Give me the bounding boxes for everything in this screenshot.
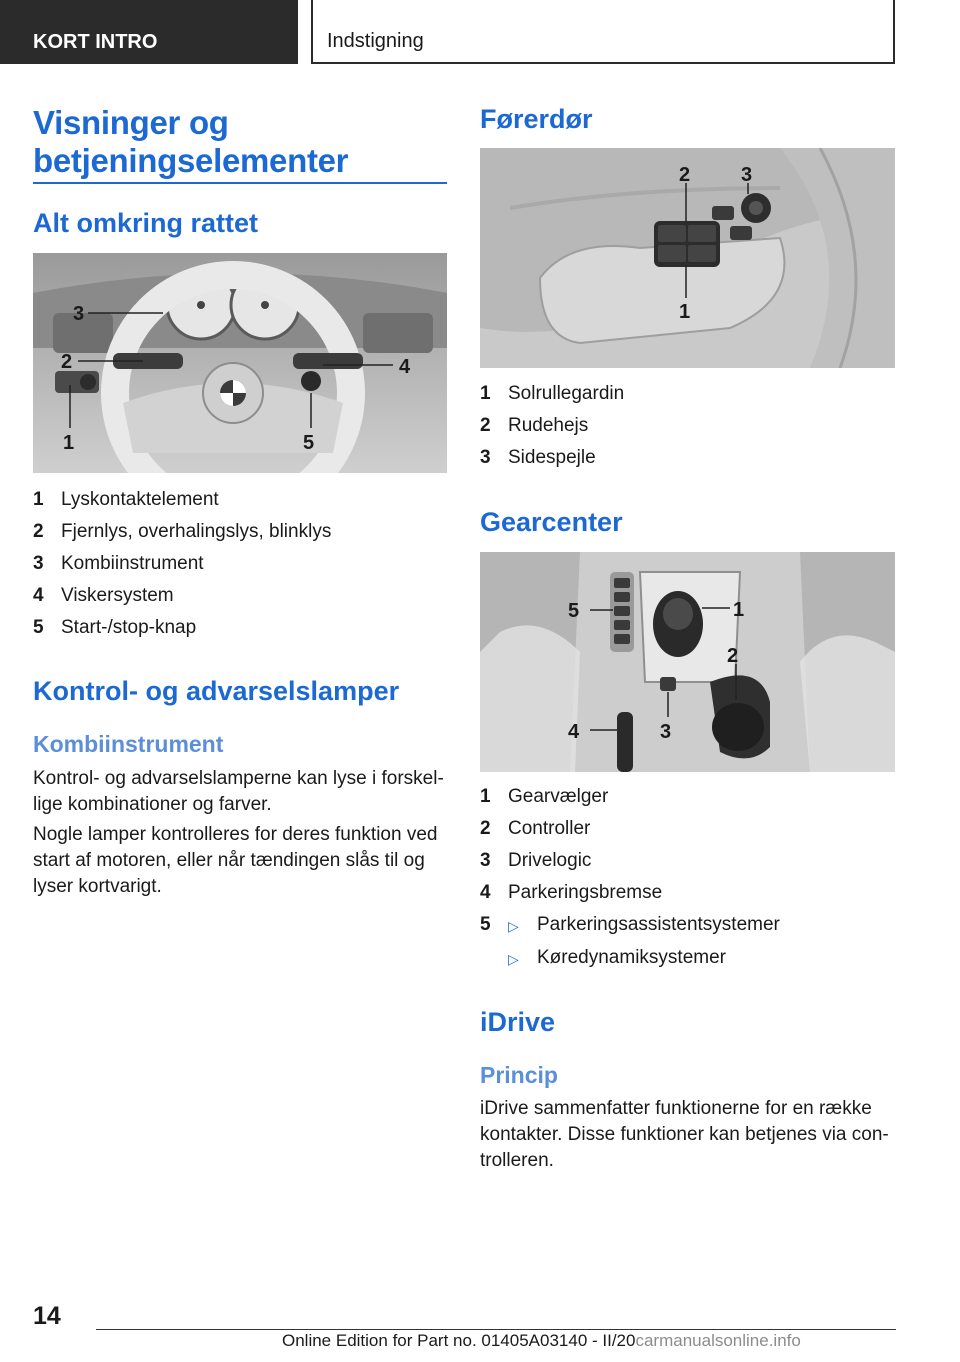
- callout-1: 1: [733, 599, 745, 621]
- page-title: Visninger og betjeningselementer: [33, 104, 349, 179]
- driver-door-heading: Førerdør: [480, 104, 593, 134]
- steering-heading: Alt omkring rattet: [33, 208, 259, 238]
- gear-center-figure: [480, 552, 895, 772]
- list-item: 2 Rudehejs: [480, 415, 589, 436]
- list-item: 1 Solrullegardin: [480, 383, 625, 404]
- gear-center-sublist: [508, 909, 780, 975]
- callout-1: 1: [63, 432, 75, 454]
- list-item: 2 Controller: [480, 818, 591, 839]
- warning-lamps-heading: Kontrol- og advarselslamper: [33, 676, 400, 706]
- idrive-heading: iDrive: [480, 1007, 556, 1037]
- list-item: ▷ Køredynamiksystemer: [508, 942, 780, 975]
- section-tab: KORT INTRO: [0, 0, 298, 64]
- idrive-paragraph: iDrive sammenfatter funktionerne for en række kontakter. Disse funktioner kan betjenes via controlleren.: [480, 1098, 889, 1171]
- callout-5: 5: [568, 600, 580, 622]
- list-item: 3 Kombiinstrument: [33, 553, 204, 574]
- watermark: carmanualsonline.info: [635, 1331, 801, 1350]
- list-item: 1 Lyskontaktelement: [33, 489, 219, 510]
- list-item: 3 Drivelogic: [480, 850, 592, 871]
- callout-4: 4: [568, 721, 580, 743]
- list-item: 4 Parkeringsbremse: [480, 882, 663, 903]
- list-item: 4 Viskersystem: [33, 585, 174, 606]
- list-item: 5: [480, 914, 491, 935]
- callout-3: 3: [73, 303, 85, 325]
- list-item: 1 Gearvælger: [480, 786, 609, 807]
- callout-5: 5: [303, 432, 315, 454]
- steering-legend: [33, 484, 331, 644]
- callout-1: 1: [679, 301, 691, 323]
- callout-3: 3: [660, 721, 672, 743]
- principle-subheading: Princip: [480, 1062, 558, 1088]
- gear-center-heading: Gearcenter: [480, 507, 623, 537]
- chapter-tab: Indstigning: [311, 0, 895, 64]
- footer-edition: Online Edition for Part no. 01405A03140 - II/20carmanualsonline.info: [282, 1331, 801, 1350]
- triangle-bullet-icon: ▷: [508, 918, 519, 934]
- warning-paragraph-2: Nogle lamper kontrolleres for deres funktion ved start af motoren, eller når tændingen slås til og lyser kortvarigt.: [33, 824, 438, 897]
- callout-4: 4: [399, 356, 411, 378]
- callout-2: 2: [61, 351, 73, 373]
- footer-divider: [96, 1329, 896, 1330]
- warning-paragraph-1: Kontrol- og advarselslamperne kan lyse i forskellige kombinationer og farver.: [33, 768, 444, 815]
- steering-wheel-figure: [33, 253, 447, 473]
- combi-instrument-subheading: Kombiinstrument: [33, 731, 224, 757]
- callout-2: 2: [727, 645, 739, 667]
- list-item: 3 Sidespejle: [480, 447, 596, 468]
- page-number: 14: [33, 1302, 61, 1330]
- list-item: ▷ Parkeringsassistentsystemer: [508, 909, 780, 942]
- triangle-bullet-icon: ▷: [508, 951, 519, 967]
- callout-2: 2: [679, 164, 691, 186]
- driver-door-figure: [480, 148, 895, 368]
- list-item: 5 Start-/stop-knap: [33, 617, 197, 638]
- title-underline: [33, 182, 447, 184]
- list-item: 2 Fjernlys, overhalingslys, blinklys: [33, 521, 332, 542]
- driver-door-legend: [480, 378, 624, 474]
- callout-3: 3: [741, 164, 753, 186]
